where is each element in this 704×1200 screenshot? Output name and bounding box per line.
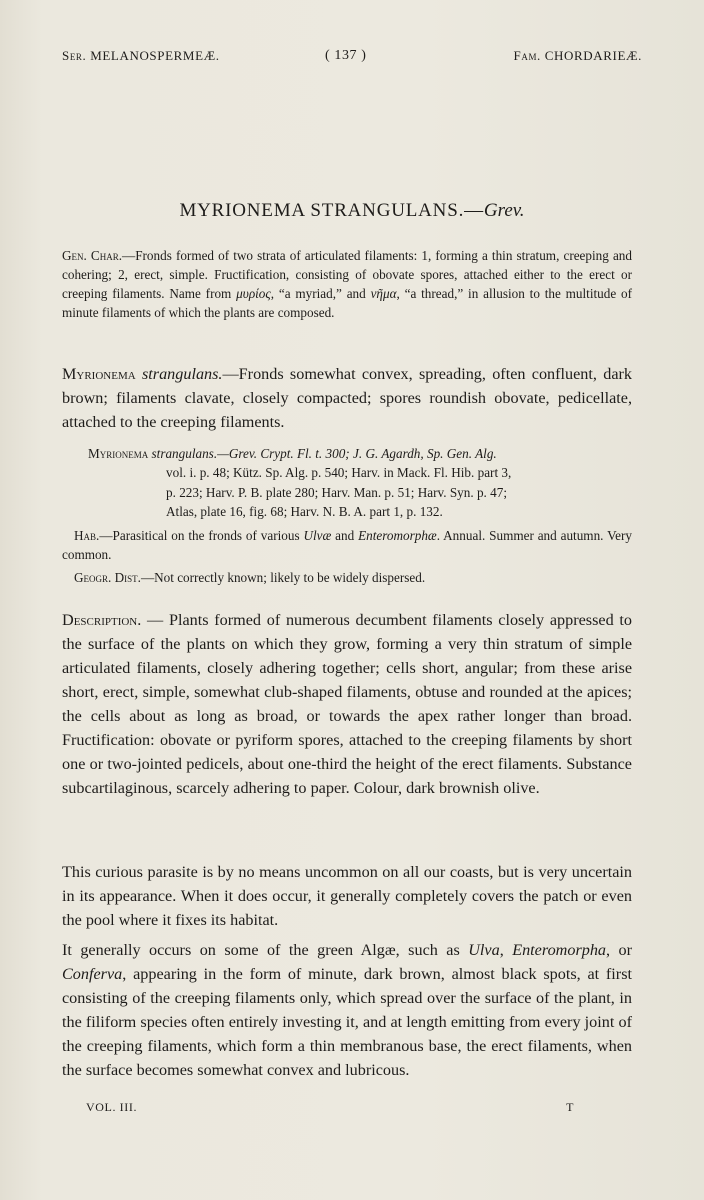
paragraph-text: , appearing in the form of minute, dark brown, almost black spots, at first consisting of the creeping filaments only, which spread over the surface of the plant, in the filiform species often entirely investing it, and at length emitting from every joint of the creeping filaments, which form a thin membranous base, the erect filaments, when the surface becomes somewhat convex and lubricous.	[62, 965, 632, 1079]
paragraph	[62, 938, 632, 1082]
generic-character-text: , “a thread,” in allusion to the multitude of minute filaments of which the plants are composed.	[62, 286, 632, 320]
habitat-text: —Parasitical on the fronds of various	[99, 528, 304, 543]
description-text: — Plants formed of numerous decumbent filaments closely appressed to the surface of the plants on which they grow, forming a very thin stratum of simple articulated filaments, closely adhering together; cells short, angular; from these arise short, erect, simple, somewhat club-shaped filaments, obtuse and rounded at the apices; the cells about as long as broad, or towards the apex rather longer than broad. Fructification: obovate or pyriform spores, attached to the creeping filaments by short one or two-jointed pedicels, about one-third the height of the erect filaments. Substance subcartilaginous, scarcely adhering to paper. Colour, dark brownish olive.	[62, 611, 632, 797]
synonymy-references	[88, 444, 632, 521]
distribution-label: Geogr. Dist.	[74, 570, 141, 585]
description-label: Description.	[62, 611, 142, 629]
habitat-host-enteromorphae: Enteromorphæ	[358, 528, 437, 543]
page-footer	[86, 1100, 574, 1115]
species-title-name: MYRIONEMA STRANGULANS.—	[179, 200, 484, 221]
species-diagnosis	[62, 362, 632, 434]
header-family: Fam. CHORDARIEÆ.	[513, 48, 642, 63]
reference-line: Atlas, plate 16, fig. 68; Harv. N. B. A. part 1, p. 132.	[166, 503, 443, 519]
generic-character-text: , “a myriad,” and	[270, 286, 371, 301]
generic-character-text: —Fronds formed of two strata of articulated filaments: 1, forming a thin stratum, creeping and cohering; 2, erect, simple. Fructification, consisting of obovate spores, attached either to the erect or creeping filaments. Name from	[62, 248, 632, 301]
page-number: ( 137 )	[325, 48, 367, 63]
species-title	[0, 200, 704, 222]
distribution-text: —Not correctly known; likely to be widely dispersed.	[140, 570, 426, 585]
generic-character	[62, 246, 632, 322]
genus-ulva: Ulva	[468, 941, 500, 959]
volume-label: VOL. III.	[86, 1100, 138, 1114]
paragraph: This curious parasite is by no means uncommon on all our coasts, but is very uncertain in its appearance. When it does occur, it generally completely covers the patch or even the pool where it fixes its habitat.	[62, 863, 632, 929]
paragraph-text: , or	[606, 941, 633, 959]
reference-text: strangulans.—Grev. Crypt. Fl. t. 300; J. G. Agardh, Sp. Gen. Alg.	[151, 446, 497, 461]
greek-word-myrios: μυρίος	[236, 286, 271, 301]
diagnosis-genus: Myrionema	[62, 365, 136, 383]
geographic-distribution	[74, 568, 632, 587]
habitat-host-ulvae: Ulvæ	[303, 528, 332, 543]
diagnosis-epithet: strangulans.	[141, 365, 223, 383]
header-series: Ser. MELANOSPERMEÆ.	[62, 48, 220, 63]
habitat-text: . Annual. Summer and autumn. Very common.	[62, 528, 632, 562]
habitat	[62, 526, 632, 564]
paragraph-text: It generally occurs on some of the green Algæ, such as	[62, 941, 469, 959]
species-title-authority: Grev.	[483, 200, 525, 221]
generic-character-label: Gen. Char.	[62, 248, 123, 263]
reference-line: p. 223; Harv. P. B. plate 280; Harv. Man. p. 51; Harv. Syn. p. 47;	[166, 484, 508, 500]
habitat-text: and	[331, 528, 359, 543]
reference-line	[88, 444, 632, 463]
habitat-label: Hab.	[74, 528, 100, 543]
signature-mark: T	[566, 1100, 574, 1114]
reference-genus: Myrionema	[88, 446, 149, 461]
genus-enteromorpha: Enteromorpha	[512, 941, 607, 959]
paragraph-text: ,	[499, 941, 513, 959]
body-text	[62, 860, 632, 1082]
diagnosis-text: —Fronds somewhat convex, spreading, often confluent, dark brown; filaments clavate, closely compacted; spores roundish obovate, pedicellate, attached to the creeping filaments.	[62, 365, 632, 431]
reference-line: vol. i. p. 48; Kütz. Sp. Alg. p. 540; Harv. in Mack. Fl. Hib. part 3,	[166, 465, 512, 481]
greek-word-nema: νῆμα	[370, 286, 397, 301]
description	[62, 608, 632, 800]
genus-conferva: Conferva	[62, 965, 123, 983]
